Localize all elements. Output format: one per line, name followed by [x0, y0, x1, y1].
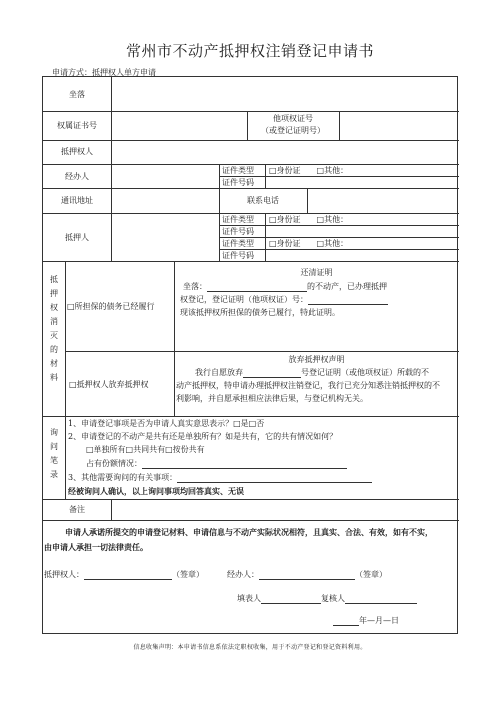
filler-reviewer-line: 填表人 复核人: [237, 593, 417, 604]
page-title: 常州市不动产抵押权注销登记申请书: [125, 42, 374, 60]
filler-blank[interactable]: [261, 603, 321, 604]
settlement-cert-blank[interactable]: [308, 304, 388, 305]
other-cert-field[interactable]: [343, 117, 455, 133]
agent-id-number-label: 证件号码: [222, 178, 254, 187]
inquiry-side-label: 询 问 笔 录: [50, 428, 58, 479]
debt-repaid-checkbox[interactable]: □所担保的债务已经履行: [67, 302, 155, 311]
pledge-line-1: 申请人承诺所提交的申请登记材料、申请信息与不动产实际状况相符，且真实、合法、有效，如有不实，: [65, 527, 433, 537]
mortgagor-id-number-label-2: 证件号码: [222, 251, 254, 260]
settlement-location-blank[interactable]: [207, 291, 307, 292]
pledge-line-2: 由申请人承担一切法律责任。: [44, 542, 148, 552]
inquiry-question-1: 1、申请登记事项是否为申请人真实意思表示？□是□否: [68, 419, 265, 428]
application-method: 申请方式：抵押权人单方申请: [52, 68, 156, 77]
agent-id-type-label: 证件类型: [222, 166, 254, 175]
agent-id-number-field[interactable]: [269, 177, 455, 187]
other-cert-sublabel: （或登记证明号）: [261, 126, 325, 135]
cert-number-label: 权属证书号: [57, 121, 97, 130]
mortgagor-label: 抵押人: [65, 233, 89, 242]
agent-signature-line: 经办人： （签章）: [227, 570, 387, 579]
inquiry-ownership-options[interactable]: □单独所有□共同共有□按份共有: [86, 445, 205, 454]
waive-cert-blank[interactable]: [243, 377, 301, 378]
cancel-materials-side-label: 抵 押 权 消 灭 的 材 料: [50, 275, 58, 382]
mortgagee-signature-blank[interactable]: [84, 579, 172, 580]
mortgagor-id-type-label-2: 证件类型: [222, 239, 254, 248]
application-form: [42, 76, 458, 634]
inquiry-confirmation: 经被询问人确认，以上询问事项均回答真实、无误: [68, 486, 244, 496]
settlement-proof-line-2: 权登记，登记证明（他项权证）号：: [180, 294, 388, 305]
settlement-proof-line-1: 坐落： 的不动产，已办理抵押: [183, 282, 387, 291]
reviewer-blank[interactable]: [345, 603, 417, 604]
phone-label: 联系电话: [247, 196, 279, 205]
mortgagee-signature-line: 抵押权人： （签章）: [44, 570, 204, 579]
location-label: 坐落: [69, 90, 85, 99]
agent-id-type-options[interactable]: □身份证 □其他：: [269, 166, 349, 175]
remarks-field[interactable]: [115, 502, 455, 518]
privacy-notice: 信息收集声明：本申请书信息系依法定职权收集，用于不动产登记和登记资料利用。: [133, 644, 367, 651]
year-blank[interactable]: [333, 625, 359, 626]
waive-mortgage-checkbox[interactable]: □抵押权人放弃抵押权: [69, 380, 149, 389]
share-blank[interactable]: [142, 468, 347, 469]
agent-signature-blank[interactable]: [259, 579, 355, 580]
other-matters-blank[interactable]: [177, 482, 372, 483]
mortgagor-id-type-options-2[interactable]: □身份证 □其他：: [269, 239, 349, 248]
phone-field[interactable]: [311, 193, 455, 209]
mortgagor-id-type-label-1: 证件类型: [222, 215, 254, 224]
inquiry-share-line: 占有份额情况：: [86, 458, 347, 469]
cert-number-field[interactable]: [115, 117, 243, 133]
other-cert-label: 他项权证号: [273, 114, 313, 123]
inquiry-question-2: 2、申请登记的不动产是共有还是单独所有？如是共有，它的共有情况如何？: [68, 432, 338, 441]
waive-statement-line-2: 动产抵押权，特申请办理抵押权注销登记，我行已充分知悉注销抵押权的不: [176, 381, 440, 390]
remarks-label: 备注: [69, 505, 85, 514]
location-field[interactable]: [115, 87, 455, 103]
settlement-proof-title: 还清证明: [300, 268, 333, 277]
mortgagor-id-number-label-1: 证件号码: [222, 227, 254, 236]
settlement-proof-line-3: 现该抵押权所担保的债务已履行，特此证明。: [180, 308, 340, 317]
inquiry-question-3: 3、其他需要询问的有关事项：: [68, 472, 372, 483]
waive-statement-line-1: 我行自愿放弃 号登记证明（或他项权证）所载的不: [195, 368, 429, 377]
date-line: 年—月—日: [333, 615, 399, 626]
mortgagor-id-type-options-1[interactable]: □身份证 □其他：: [269, 215, 349, 224]
waive-statement-line-3: 利影响，并自愿承担相应法律后果，与登记机构无关。: [176, 394, 368, 403]
mortgagee-field[interactable]: [115, 144, 455, 160]
mortgagee-label: 抵押权人: [61, 147, 93, 156]
address-label: 通讯地址: [61, 196, 93, 205]
address-field[interactable]: [115, 193, 215, 209]
agent-label: 经办人: [65, 172, 89, 181]
waive-statement-title: 放弃抵押权声明: [288, 355, 345, 364]
